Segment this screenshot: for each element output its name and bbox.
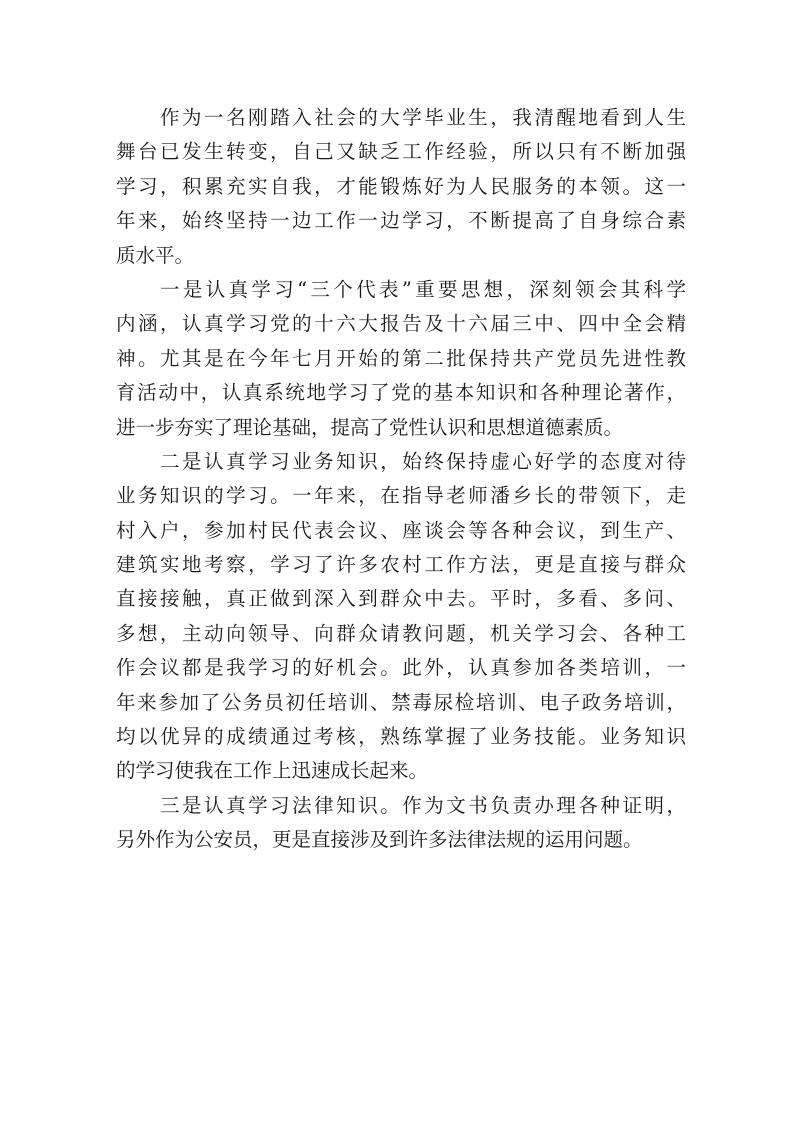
paragraph-1 bbox=[116, 101, 686, 273]
text-line: 育活动中，认真系统地学习了党的基本知识和各种理论著作， bbox=[116, 381, 686, 405]
paragraph-3 bbox=[116, 445, 686, 789]
text-line: 均以优异的成绩通过考核，熟练掌握了业务技能。业务知识 bbox=[116, 725, 686, 749]
text-line: 另外作为公安员，更是直接涉及到许多法律法规的运用问题。 bbox=[116, 828, 643, 852]
text-line: 质水平。 bbox=[116, 243, 195, 267]
text-line: 神。尤其是在今年七月开始的第二批保持共产党员先进性教 bbox=[116, 346, 686, 370]
text-line: 建筑实地考察，学习了许多农村工作方法，更是直接与群众 bbox=[116, 553, 686, 577]
text-line: 年来参加了公务员初任培训、禁毒尿检培训、电子政务培训， bbox=[116, 690, 686, 714]
paragraph-2 bbox=[116, 273, 686, 445]
text-line: 年来，始终坚持一边工作一边学习，不断提高了自身综合素 bbox=[116, 209, 686, 233]
text-line: 多想，主动向领导、向群众请教问题，机关学习会、各种工 bbox=[116, 621, 686, 645]
text-line: 一是认真学习“三个代表”重要思想，深刻领会其科学 bbox=[160, 277, 686, 301]
document-body bbox=[116, 101, 686, 858]
text-line: 村入户，参加村民代表会议、座谈会等各种会议，到生产、 bbox=[116, 518, 686, 542]
paragraph-4 bbox=[116, 789, 686, 858]
text-line: 作会议都是我学习的好机会。此外，认真参加各类培训，一 bbox=[116, 656, 686, 680]
text-line: 直接接触，真正做到深入到群众中去。平时，多看、多问、 bbox=[116, 587, 686, 611]
text-line: 作为一名刚踏入社会的大学毕业生，我清醒地看到人生 bbox=[160, 106, 686, 129]
text-line: 二是认真学习业务知识，始终保持虚心好学的态度对待 bbox=[160, 449, 686, 473]
text-line: 业务知识的学习。一年来，在指导老师潘乡长的带领下，走 bbox=[116, 484, 686, 508]
text-line: 学习，积累充实自我，才能锻炼好为人民服务的本领。这一 bbox=[116, 174, 686, 198]
text-line: 进一步夯实了理论基础，提高了党性认识和思想道德素质。 bbox=[116, 415, 624, 439]
text-line: 舞台已发生转变，自己又缺乏工作经验，所以只有不断加强 bbox=[116, 140, 686, 164]
text-line: 的学习使我在工作上迅速成长起来。 bbox=[116, 759, 429, 783]
text-line: 三是认真学习法律知识。作为文书负责办理各种证明， bbox=[160, 793, 686, 817]
text-line: 内涵，认真学习党的十六大报告及十六届三中、四中全会精 bbox=[116, 312, 686, 336]
